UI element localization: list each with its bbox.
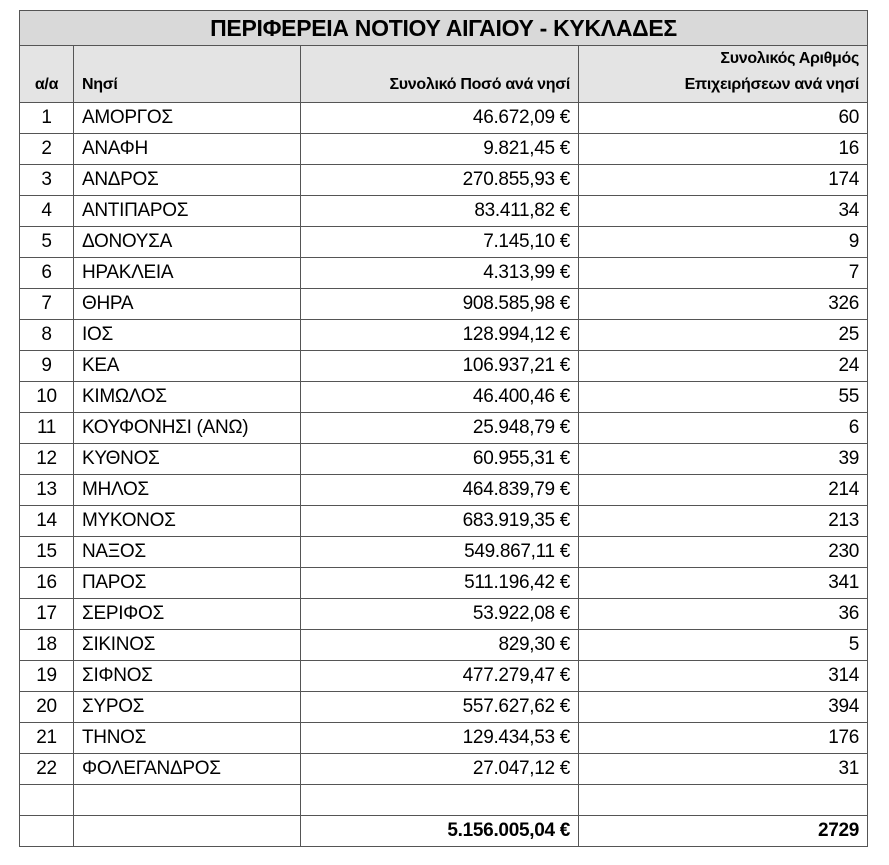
empty-cell bbox=[20, 816, 74, 847]
row-count: 9 bbox=[579, 227, 868, 258]
row-count: 314 bbox=[579, 661, 868, 692]
row-amount: 477.279,47 € bbox=[301, 661, 579, 692]
row-index: 10 bbox=[20, 382, 74, 413]
row-count: 394 bbox=[579, 692, 868, 723]
row-count: 55 bbox=[579, 382, 868, 413]
row-count: 24 bbox=[579, 351, 868, 382]
row-island: ΣΕΡΙΦΟΣ bbox=[74, 599, 301, 630]
table-row bbox=[20, 413, 868, 444]
row-count: 36 bbox=[579, 599, 868, 630]
table-row bbox=[20, 661, 868, 692]
total-count: 2729 bbox=[579, 816, 868, 847]
row-amount: 27.047,12 € bbox=[301, 754, 579, 785]
row-island: ΘΗΡΑ bbox=[74, 289, 301, 320]
row-count: 230 bbox=[579, 537, 868, 568]
row-amount: 46.400,46 € bbox=[301, 382, 579, 413]
islands-table bbox=[19, 10, 868, 847]
row-count: 25 bbox=[579, 320, 868, 351]
header-count bbox=[579, 46, 868, 103]
row-amount: 60.955,31 € bbox=[301, 444, 579, 475]
row-count: 7 bbox=[579, 258, 868, 289]
row-island: ΚΙΜΩΛΟΣ bbox=[74, 382, 301, 413]
row-amount: 9.821,45 € bbox=[301, 134, 579, 165]
header-row bbox=[20, 46, 868, 103]
row-count: 31 bbox=[579, 754, 868, 785]
row-amount: 53.922,08 € bbox=[301, 599, 579, 630]
row-count: 174 bbox=[579, 165, 868, 196]
row-island: ΔΟΝΟΥΣΑ bbox=[74, 227, 301, 258]
row-island: ΑΝΤΙΠΑΡΟΣ bbox=[74, 196, 301, 227]
row-amount: 46.672,09 € bbox=[301, 103, 579, 134]
total-amount: 5.156.005,04 € bbox=[301, 816, 579, 847]
row-index: 5 bbox=[20, 227, 74, 258]
table-row bbox=[20, 630, 868, 661]
table-row bbox=[20, 475, 868, 506]
row-amount: 129.434,53 € bbox=[301, 723, 579, 754]
table-row bbox=[20, 723, 868, 754]
row-index: 21 bbox=[20, 723, 74, 754]
row-count: 176 bbox=[579, 723, 868, 754]
row-amount: 464.839,79 € bbox=[301, 475, 579, 506]
row-index: 20 bbox=[20, 692, 74, 723]
row-amount: 4.313,99 € bbox=[301, 258, 579, 289]
table-row bbox=[20, 382, 868, 413]
table-row bbox=[20, 599, 868, 630]
row-island: ΦΟΛΕΓΑΝΔΡΟΣ bbox=[74, 754, 301, 785]
row-index: 16 bbox=[20, 568, 74, 599]
row-count: 60 bbox=[579, 103, 868, 134]
table-row bbox=[20, 568, 868, 599]
row-count: 16 bbox=[579, 134, 868, 165]
row-island: ΑΜΟΡΓΟΣ bbox=[74, 103, 301, 134]
table-row bbox=[20, 754, 868, 785]
row-island: ΙΟΣ bbox=[74, 320, 301, 351]
row-index: 3 bbox=[20, 165, 74, 196]
empty-cell bbox=[74, 785, 301, 816]
table-row bbox=[20, 258, 868, 289]
total-row bbox=[20, 816, 868, 847]
row-island: ΑΝΔΡΟΣ bbox=[74, 165, 301, 196]
row-index: 15 bbox=[20, 537, 74, 568]
row-index: 9 bbox=[20, 351, 74, 382]
row-amount: 270.855,93 € bbox=[301, 165, 579, 196]
row-amount: 557.627,62 € bbox=[301, 692, 579, 723]
table-row bbox=[20, 103, 868, 134]
row-island: ΗΡΑΚΛΕΙΑ bbox=[74, 258, 301, 289]
row-index: 17 bbox=[20, 599, 74, 630]
table-row bbox=[20, 227, 868, 258]
row-index: 6 bbox=[20, 258, 74, 289]
header-index: α/α bbox=[20, 46, 74, 103]
row-index: 22 bbox=[20, 754, 74, 785]
title-row bbox=[20, 11, 868, 46]
row-index: 7 bbox=[20, 289, 74, 320]
row-count: 326 bbox=[579, 289, 868, 320]
table-row bbox=[20, 320, 868, 351]
row-index: 12 bbox=[20, 444, 74, 475]
row-amount: 549.867,11 € bbox=[301, 537, 579, 568]
table-row bbox=[20, 165, 868, 196]
row-count: 341 bbox=[579, 568, 868, 599]
row-amount: 7.145,10 € bbox=[301, 227, 579, 258]
empty-cell bbox=[74, 816, 301, 847]
empty-cell bbox=[579, 785, 868, 816]
row-amount: 83.411,82 € bbox=[301, 196, 579, 227]
row-island: ΜΥΚΟΝΟΣ bbox=[74, 506, 301, 537]
header-count-line1: Συνολικός Αριθμός bbox=[720, 50, 860, 67]
row-island: ΝΑΞΟΣ bbox=[74, 537, 301, 568]
row-island: ΠΑΡΟΣ bbox=[74, 568, 301, 599]
row-island: ΣΙΦΝΟΣ bbox=[74, 661, 301, 692]
row-amount: 908.585,98 € bbox=[301, 289, 579, 320]
row-index: 19 bbox=[20, 661, 74, 692]
table-row bbox=[20, 289, 868, 320]
table-row bbox=[20, 134, 868, 165]
row-island: ΚΥΘΝΟΣ bbox=[74, 444, 301, 475]
row-island: ΚΟΥΦΟΝΗΣΙ (ΑΝΩ) bbox=[74, 413, 301, 444]
row-index: 11 bbox=[20, 413, 74, 444]
table-row bbox=[20, 692, 868, 723]
row-count: 214 bbox=[579, 475, 868, 506]
row-index: 2 bbox=[20, 134, 74, 165]
row-island: ΚΕΑ bbox=[74, 351, 301, 382]
row-index: 4 bbox=[20, 196, 74, 227]
row-index: 14 bbox=[20, 506, 74, 537]
row-count: 39 bbox=[579, 444, 868, 475]
row-index: 8 bbox=[20, 320, 74, 351]
row-amount: 829,30 € bbox=[301, 630, 579, 661]
table-row bbox=[20, 506, 868, 537]
row-island: ΑΝΑΦΗ bbox=[74, 134, 301, 165]
row-count: 213 bbox=[579, 506, 868, 537]
empty-row bbox=[20, 785, 868, 816]
row-amount: 106.937,21 € bbox=[301, 351, 579, 382]
header-count-line2: Επιχειρήσεων ανά νησί bbox=[684, 76, 860, 93]
row-count: 5 bbox=[579, 630, 868, 661]
row-index: 13 bbox=[20, 475, 74, 506]
table-row bbox=[20, 351, 868, 382]
empty-cell bbox=[20, 785, 74, 816]
row-index: 1 bbox=[20, 103, 74, 134]
empty-cell bbox=[301, 785, 579, 816]
table-row bbox=[20, 196, 868, 227]
row-amount: 511.196,42 € bbox=[301, 568, 579, 599]
row-island: ΤΗΝΟΣ bbox=[74, 723, 301, 754]
table-row bbox=[20, 444, 868, 475]
table-title: ΠΕΡΙΦΕΡΕΙΑ ΝΟΤΙΟΥ ΑΙΓΑΙΟΥ - ΚΥΚΛΑΔΕΣ bbox=[20, 11, 868, 46]
row-count: 34 bbox=[579, 196, 868, 227]
row-island: ΣΙΚΙΝΟΣ bbox=[74, 630, 301, 661]
header-island: Νησί bbox=[74, 46, 301, 103]
row-island: ΜΗΛΟΣ bbox=[74, 475, 301, 506]
table-row bbox=[20, 537, 868, 568]
row-amount: 25.948,79 € bbox=[301, 413, 579, 444]
header-amount: Συνολικό Ποσό ανά νησί bbox=[301, 46, 579, 103]
row-island: ΣΥΡΟΣ bbox=[74, 692, 301, 723]
row-amount: 128.994,12 € bbox=[301, 320, 579, 351]
row-count: 6 bbox=[579, 413, 868, 444]
row-amount: 683.919,35 € bbox=[301, 506, 579, 537]
row-index: 18 bbox=[20, 630, 74, 661]
